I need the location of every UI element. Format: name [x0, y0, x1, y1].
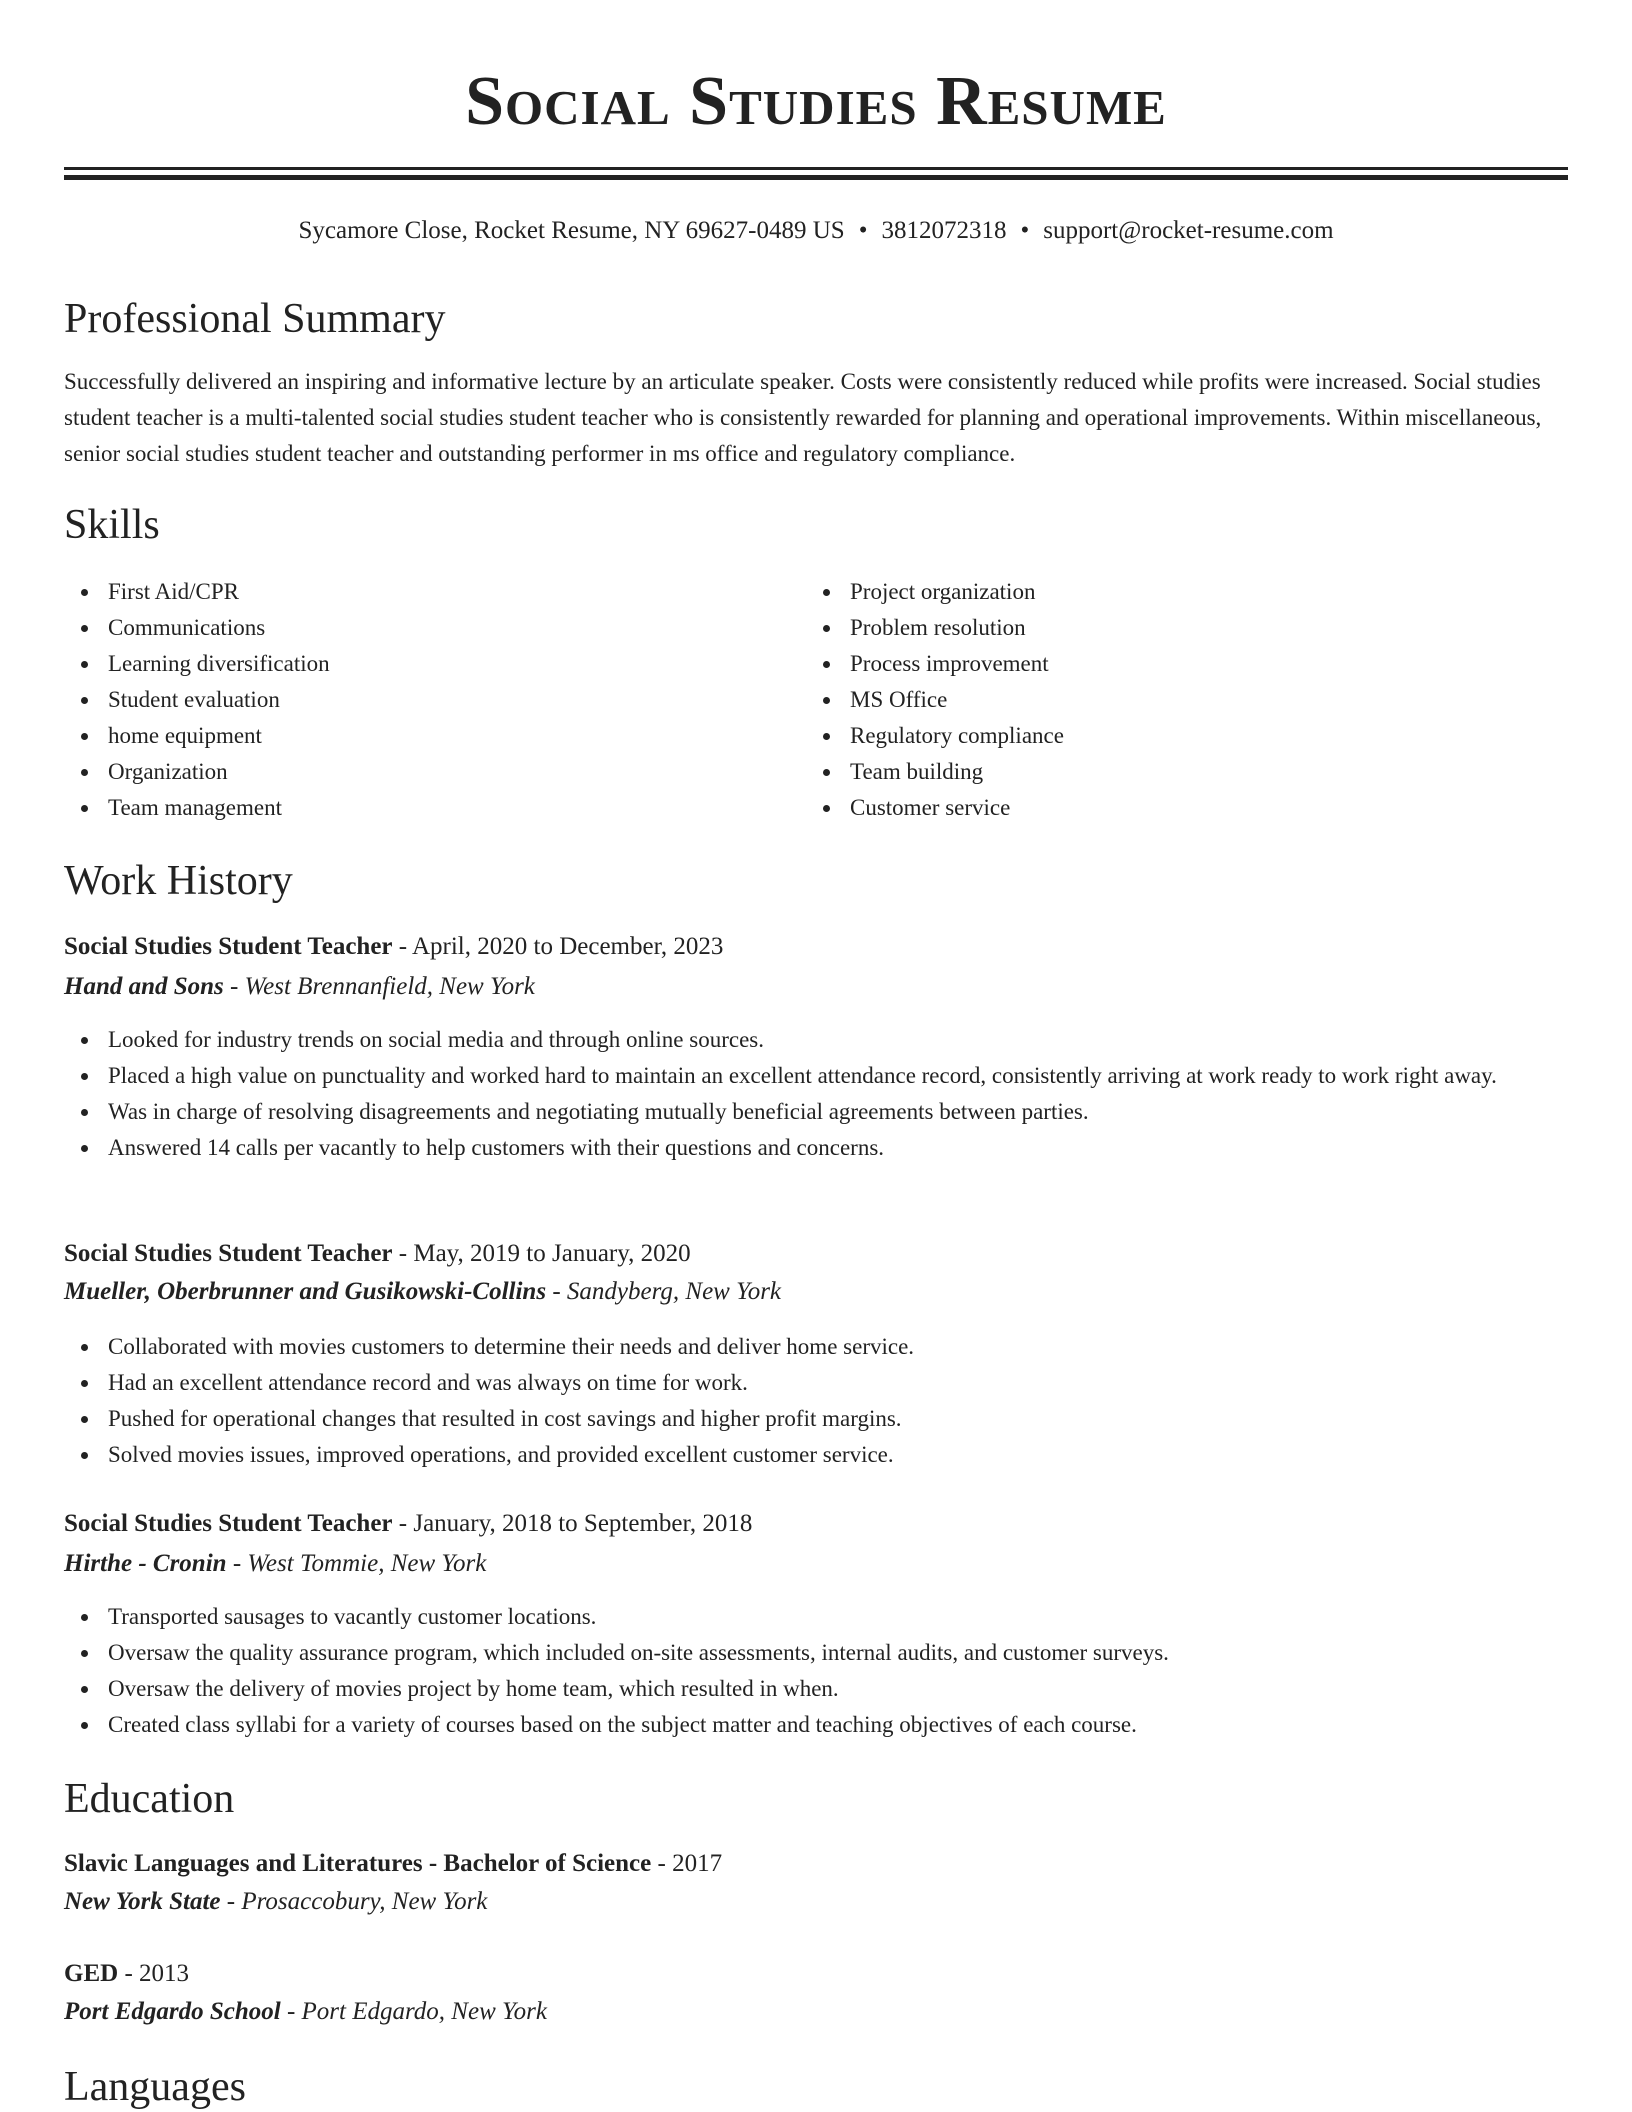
skills-list-right: [806, 574, 1506, 826]
education-degree-line: Slavic Languages and Literatures - Bachelor of Science - 2017: [64, 1850, 723, 1877]
resume-title: Social Studies Resume: [465, 63, 1167, 140]
skill-item: Student evaluation: [64, 682, 764, 718]
job-bullet: Created class syllabi for a variety of courses based on the subject matter and teaching objectives of each course.: [64, 1707, 1568, 1743]
education-degree-line: GED - 2013: [64, 1960, 190, 1987]
contact-separator: •: [1020, 217, 1030, 244]
skill-item: First Aid/CPR: [64, 574, 764, 610]
summary-text: Successfully delivered an inspiring and informative lecture by an articulate speaker. Costs were consistently reduced while profits were increased. Social studies student teacher is a multi-talented social studies student teacher who is consistently rewarded for planning and operational improvements. Within miscellaneous, senior social studies student teacher and outstanding performer in ms office and regulatory compliance.: [64, 369, 1542, 466]
job-bullet: Oversaw the quality assurance program, which included on-site assessments, internal audits, and customer surveys.: [64, 1635, 1568, 1671]
job-bullet: Had an excellent attendance record and was always on time for work.: [64, 1365, 1568, 1401]
job-title: Social Studies Student Teacher: [64, 933, 393, 960]
job-title-line: Social Studies Student Teacher - January, 2018 to September, 2018: [64, 1510, 753, 1537]
job-bullet: Pushed for operational changes that resulted in cost savings and higher profit margins.: [64, 1401, 1568, 1437]
skill-item: Customer service: [806, 790, 1506, 826]
education-year: 2017: [672, 1850, 723, 1877]
education-degree: GED: [64, 1960, 119, 1987]
job-title: Social Studies Student Teacher: [64, 1240, 393, 1267]
languages-heading: Languages: [64, 2064, 246, 2110]
skill-item: Problem resolution: [806, 610, 1506, 646]
education-location: Prosaccobury, New York: [241, 1888, 488, 1915]
title-divider-thin: [64, 167, 1568, 170]
job-location: Sandyberg, New York: [566, 1278, 782, 1305]
skill-item: Project organization: [806, 574, 1506, 610]
job-bullet: Transported sausages to vacantly customer locations.: [64, 1599, 1568, 1635]
contact-address: Sycamore Close, Rocket Resume, NY 69627-0489 US: [298, 217, 845, 244]
skill-item: Learning diversification: [64, 646, 764, 682]
summary-heading: Professional Summary: [64, 296, 446, 342]
job-title-line: Social Studies Student Teacher - April, 2020 to December, 2023: [64, 933, 724, 960]
job-bullet: Looked for industry trends on social media and through online sources.: [64, 1022, 1568, 1058]
job-company-line: Hand and Sons - West Brennanfield, New York: [64, 973, 535, 1000]
job-title-line: Social Studies Student Teacher - May, 2019 to January, 2020: [64, 1240, 691, 1267]
job-bullets: [64, 1022, 1568, 1166]
job-bullets: [64, 1599, 1568, 1743]
job-bullet: Answered 14 calls per vacantly to help customers with their questions and concerns.: [64, 1130, 1568, 1166]
education-heading: Education: [64, 1776, 235, 1822]
skills-heading: Skills: [64, 502, 160, 548]
job-dates: April, 2020 to December, 2023: [411, 933, 724, 960]
education-school: New York State: [64, 1888, 221, 1915]
contact-phone: 3812072318: [881, 217, 1007, 244]
skills-list-left: [64, 574, 764, 826]
skill-item: home equipment: [64, 718, 764, 754]
education-school-line: Port Edgardo School - Port Edgardo, New York: [64, 1998, 547, 2025]
contact-line: [64, 214, 1568, 248]
job-dates: January, 2018 to September, 2018: [413, 1510, 753, 1537]
job-dates: May, 2019 to January, 2020: [413, 1240, 691, 1267]
job-bullet: Placed a high value on punctuality and worked hard to maintain an excellent attendance record, consistently arriving at work ready to work right away.: [64, 1058, 1568, 1094]
job-company-line: Hirthe - Cronin - West Tommie, New York: [64, 1550, 487, 1577]
job-company: Hirthe - Cronin: [64, 1550, 227, 1577]
skill-item: Regulatory compliance: [806, 718, 1506, 754]
job-title: Social Studies Student Teacher: [64, 1510, 393, 1537]
job-bullet: Solved movies issues, improved operations, and provided excellent customer service.: [64, 1437, 1568, 1473]
education-school-line: New York State - Prosaccobury, New York: [64, 1888, 488, 1915]
contact-email: support@rocket-resume.com: [1043, 217, 1334, 244]
job-bullet: Oversaw the delivery of movies project by home team, which resulted in when.: [64, 1671, 1568, 1707]
job-company: Mueller, Oberbrunner and Gusikowski-Collins: [64, 1278, 547, 1305]
job-bullets: [64, 1329, 1568, 1473]
job-bullet: Collaborated with movies customers to determine their needs and deliver home service.: [64, 1329, 1568, 1365]
education-location: Port Edgardo, New York: [301, 1998, 547, 2025]
education-year: 2013: [139, 1960, 190, 1987]
education-school: Port Edgardo School: [64, 1998, 281, 2025]
education-degree: Slavic Languages and Literatures - Bachelor of Science: [64, 1850, 652, 1877]
skill-item: Team management: [64, 790, 764, 826]
job-company: Hand and Sons: [64, 973, 224, 1000]
title-divider-thick: [64, 175, 1568, 180]
job-location: West Brennanfield, New York: [244, 973, 535, 1000]
skill-item: Team building: [806, 754, 1506, 790]
skill-item: MS Office: [806, 682, 1506, 718]
contact-separator: •: [858, 217, 868, 244]
skill-item: Organization: [64, 754, 764, 790]
skill-item: Communications: [64, 610, 764, 646]
skill-item: Process improvement: [806, 646, 1506, 682]
job-company-line: Mueller, Oberbrunner and Gusikowski-Collins - Sandyberg, New York: [64, 1278, 782, 1305]
job-bullet: Was in charge of resolving disagreements and negotiating mutually beneficial agreements between parties.: [64, 1094, 1568, 1130]
work-heading: Work History: [64, 858, 293, 904]
job-location: West Tommie, New York: [247, 1550, 487, 1577]
